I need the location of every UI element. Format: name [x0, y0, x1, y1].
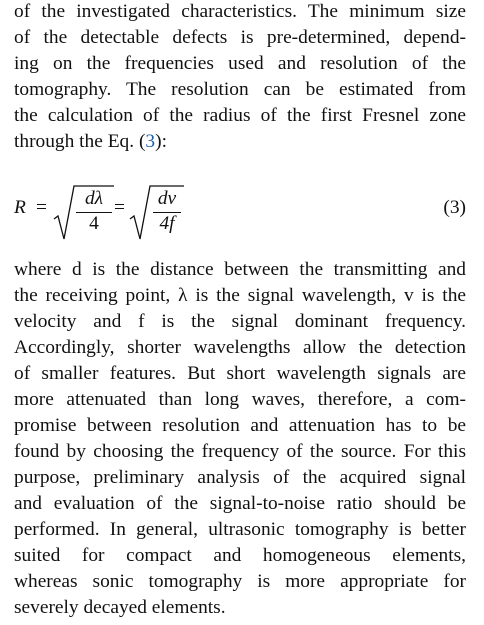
text-line: promise between resolution and attenuation has to be	[14, 415, 466, 436]
text-line: the receiving point, λ is the signal wavelength, v is the	[14, 285, 466, 306]
text-line: and evaluation of the signal-to-noise ratio should be	[14, 493, 466, 514]
fraction-2	[153, 183, 181, 245]
text-fragment: ):	[155, 131, 167, 152]
text-line: severely decayed elements.	[14, 597, 226, 618]
text-line: where d is the distance between the transmitting and	[14, 259, 466, 280]
text-fragment: through the Eq. (	[14, 131, 146, 152]
text-line	[14, 129, 466, 155]
fraction-1-numerator: dλ	[84, 188, 104, 209]
fraction-1-denominator: 4	[89, 213, 99, 234]
text-line: velocity and f is the signal dominant frequency.	[14, 311, 466, 332]
text-line: of the detectable defects is pre-determined, depend-	[14, 27, 466, 48]
square-root-2	[128, 183, 208, 245]
text-line: ing on the frequencies used and resolution of the	[14, 53, 466, 74]
equation-3	[14, 183, 466, 245]
text-line: purpose, preliminary analysis of the acquired signal	[14, 467, 466, 488]
text-line: found by choosing the frequency of the source. For this	[14, 441, 466, 462]
fraction-2-denominator: 4f	[159, 213, 175, 234]
text-line: suited for compact and homogeneous elements,	[14, 545, 466, 566]
text-line: the calculation of the radius of the first Fresnel zone	[14, 105, 466, 126]
text-line: more attenuated than long waves, therefore, a com-	[14, 389, 466, 410]
fraction-1	[76, 183, 112, 245]
text-line: performed. In general, ultrasonic tomography is better	[14, 519, 466, 540]
text-line: whereas sonic tomography is more appropriate for	[14, 571, 466, 592]
text-line: tomography. The resolution can be estimated from	[14, 79, 466, 100]
text-line: Accordingly, shorter wavelengths allow the detection	[14, 337, 466, 358]
equation-reference-link[interactable]: 3	[145, 131, 156, 152]
equation-lhs: R	[14, 197, 26, 218]
equation-number: (3)	[443, 197, 466, 218]
equals-sign: =	[114, 197, 125, 218]
text-line: of smaller features. But short wavelength signals are	[14, 363, 466, 384]
fraction-2-numerator: dv	[157, 188, 177, 209]
text-line: of the investigated characteristics. The minimum size	[14, 1, 466, 22]
equals-sign: =	[36, 197, 47, 218]
